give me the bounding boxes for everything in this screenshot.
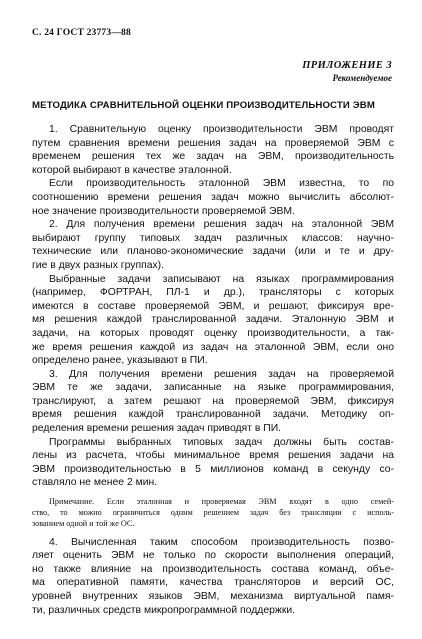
paragraph-line: ЭВМ производительностью в 5 миллионов команд в секунду со- (32, 463, 394, 475)
document-body (32, 123, 394, 617)
paragraph-line: 1. Сравнительную оценку производительности ЭВМ проводят (49, 124, 394, 135)
appendix-note: Рекомендуемое (332, 73, 392, 83)
paragraph-line: 3. Для получения времени решения задач на проверяемой (49, 368, 394, 380)
paragraph-line: соотношению времени решения задач можно вычислить абсолют- (32, 191, 394, 203)
paragraph-line: мя решения каждой транслированной задачи. Эталонную ЭВМ и (32, 314, 394, 326)
appendix-block (302, 59, 392, 85)
document-title: МЕТОДИКА СРАВНИТЕЛЬНОЙ ОЦЕНКИ ПРОИЗВОДИТЕЛЬНОСТИ ЭВМ (32, 100, 375, 111)
paragraph-line: (например, ФОРТРАН, ПЛ-1 и др.), трансляторы с которых (32, 287, 394, 299)
paragraph-line: определено ранее, указывают в ПИ. (32, 355, 208, 367)
page-header: С. 24 ГОСТ 23773—88 (32, 28, 131, 38)
paragraph-line: уровней внутренних языков ЭВМ, механизма виртуальной памя- (32, 590, 394, 602)
appendix-title: ПРИЛОЖЕНИЕ 3 (302, 60, 392, 71)
paragraph-line: Если производительность эталонной ЭВМ известна, то по (49, 178, 394, 190)
note-line: ство, то можно ограничиться одним решением задач без трансляции с исполь- (32, 508, 394, 518)
paragraph-line: имеются в составе проверяемой ЭВМ, и решают, фиксируя вре- (32, 300, 394, 312)
paragraph-line: лены из расчета, чтобы минимальное время решения задачи на (32, 450, 394, 462)
paragraph-line: которой выбирают в качестве эталонной. (32, 164, 232, 176)
paragraph-line: ма оперативной памяти, качества трансляторов и версий ОС, (32, 577, 394, 589)
paragraph-line: 4. Вычисленная таким способом производительность позво- (49, 536, 394, 548)
paragraph-line: транслируют, а затем решают на проверяемой ЭВМ, фиксируя (32, 395, 394, 407)
paragraph-line: Программы выбранных типовых задач должны быть состав- (49, 436, 394, 448)
paragraph-line: ляет оценить ЭВМ не только по скорости выполнения операций, (32, 550, 394, 562)
paragraph-line: ЭВМ те же задачи, записанные на языке программирования, (32, 382, 394, 394)
paragraph-line: ределения времени решения задач приводят в ПИ. (32, 423, 282, 435)
paragraph-line: задачи, на которых проводят оценку производительности, а так- (32, 327, 394, 339)
paragraph-line: время решения каждой транслированной задачи. Методику оп- (32, 409, 394, 421)
paragraph-line: 2. Для получения времени решения задач на эталонной ЭВМ (49, 219, 394, 231)
note-line: зованием одной и той же ОС. (32, 519, 135, 529)
paragraph-line: путем сравнения времени решения задач на проверяемой ЭВМ с (32, 137, 394, 149)
paragraph-line: но также влияние на производительность состава команд, объе- (32, 563, 394, 575)
paragraph-line: же время решения каждой из задач на эталонной ЭВМ, если оно (32, 341, 394, 353)
paragraph-line: Выбранные задачи записывают на языках программирования (49, 273, 394, 285)
paragraph-line: ставляло не менее 2 мин. (32, 477, 158, 489)
paragraph-line: выбирают группу типовых задач различных классов: научно- (32, 232, 394, 244)
note-line: Примечание. Если эталонная и проверяемая ЭВМ входят в одно семей- (49, 497, 394, 507)
paragraph-line: гие в двух разных группах). (32, 259, 165, 271)
paragraph-line: технические или планово-экономические задачи (или и те и дру- (32, 246, 394, 258)
paragraph-line: ное значение производительности проверяемой ЭВМ. (32, 205, 295, 217)
paragraph-line: ти, различных средств микропрограммной поддержки. (32, 604, 296, 616)
paragraph-line: временем решения тех же задач на ЭВМ, производительность (32, 151, 394, 163)
